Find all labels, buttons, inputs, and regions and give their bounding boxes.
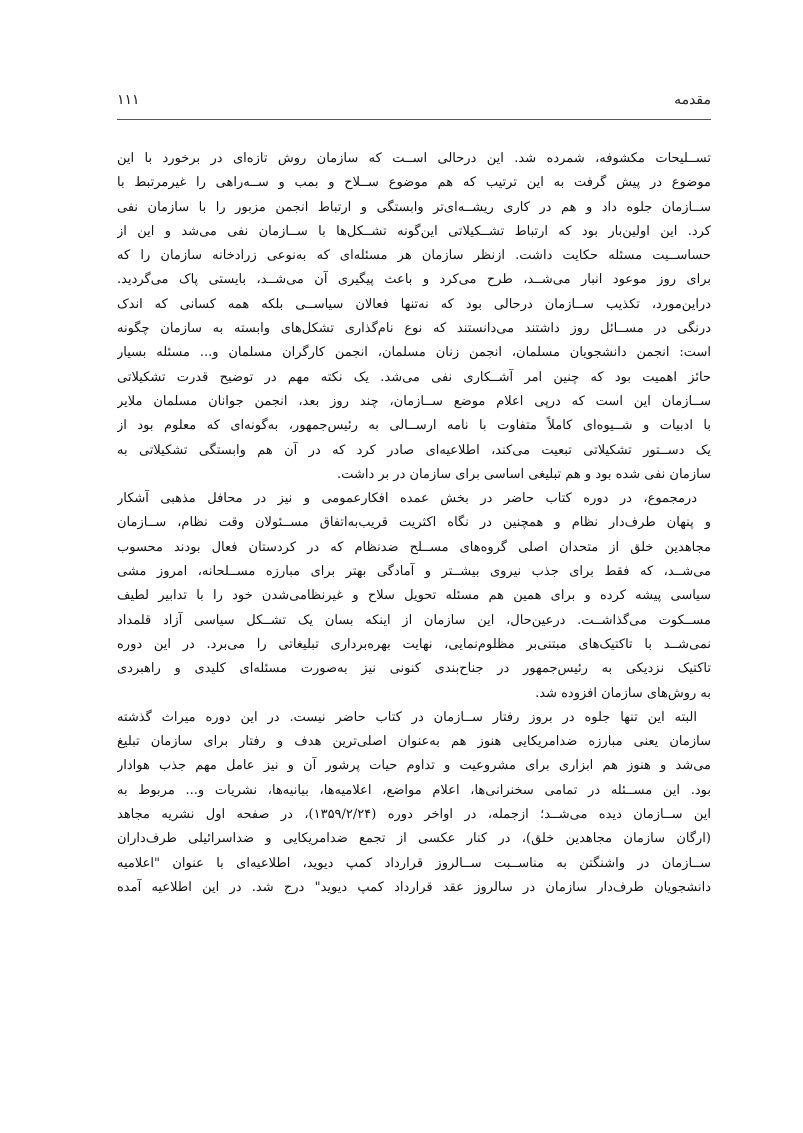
text-line: دانشجویان طرف‌دار سازمان در سالروز عقد قرارداد کمپ دیوید" درج شد. در این اطلاعیه آمده: [117, 879, 711, 895]
text-line: نمی‌شــد با تاکتیک‌های مبتنی‌بر مظلوم‌نمایی، نهایت بهره‌برداری تبلیغاتی را می‌برد. در این دوره: [117, 636, 711, 652]
text-line: به روش‌های سازمان افزوده شد.: [535, 685, 711, 701]
body-text: [117, 147, 711, 900]
text-line: بود. این مســئله در تمامی سخنرانی‌ها، اعلام مواضع، اعلامیه‌ها، بیانیه‌ها، نشریات و... مربوط به: [117, 782, 711, 798]
text-line: می‌شــد، که فقط برای جذب نیروی بیشــتر و آمادگی بهتر برای مبارزه مســلحانه، امروز مشی: [117, 564, 711, 580]
text-line: تاکتیک نزدیکی به رئیس‌جمهور در جناح‌بندی کنونی نیز به‌صورت مسئله‌ای کلیدی و راهبردی: [117, 661, 711, 677]
text-line: سازمان یعنی مبارزه ضدامریکایی هنوز هم به‌عنوان اصلی‌ترین هدف و رفتار برای سازمان تبلیغ: [117, 734, 711, 750]
text-line: مســکوت می‌گذاشــت. درعین‌حال، این سازمان از اینکه بسان یک تشــکل سیاسی آزاد قلمداد: [117, 612, 711, 628]
text-line: ســازمان این است که درپی اعلام موضع ســازمان، چند روز بعد، انجمن جوانان مسلمان ملایر: [117, 393, 711, 409]
text-line: تســلیحات مکشوفه، شمرده شد. این درحالی اســت که سازمان روش تازه‌ای در برخورد با این: [117, 151, 711, 166]
text-line: کرد. این اولین‌بار بود که ارتباط تشــکیلاتی این‌گونه تشــکل‌ها با ســازمان نفی می‌شد و این از: [117, 223, 711, 239]
text-line: سازمان نفی شده بود و هم تبلیغی اساسی برای سازمان در بر داشت.: [337, 466, 711, 482]
text-line: درنگی در مســائل روز داشتند می‌دانستند که نوع نام‌گذاری تشکل‌های وابسته به سازمان چگونه: [117, 321, 711, 337]
text-line: مجاهدین خلق از متحدان اصلی گروه‌های مســلح ضدنظام که در کردستان فعال بودند محسوب: [117, 539, 711, 555]
text-line: با ادبیات و شــیوه‌ای کاملاً متفاوت با نامه ارســالی به رئیس‌جمهور، به‌گونه‌ای که معلوم بود از: [117, 418, 711, 434]
text-line: می‌شد و هنوز هم ابزاری برای مشروعیت و تداوم حیات پرشور آن و نیز عامل مهم جذب هوادار: [117, 758, 711, 774]
text-line: است: انجمن دانشجویان مسلمان، انجمن زنان مسلمان، انجمن کارگران مسلمان و... مسئله بسیار: [117, 345, 711, 361]
text-line: و پنهان طرف‌دار نظام و همچنین در نگاه اکثریت قریب‌به‌اتفاق مســئولان وقت نظام، ســازمان: [117, 515, 711, 531]
text-line: حساســیت مسئله حکایت داشت. ازنظر سازمان هر مسئله‌ای که به‌نوعی زرادخانه سازمان را که: [117, 248, 711, 264]
page-number: ۱۱۱: [117, 92, 140, 108]
text-line: ســازمان در واشنگتن به مناســبت ســالروز قرارداد کمپ دیوید، اطلاعیه‌ای با عنوان "اعلامیه: [117, 855, 711, 871]
running-header: [117, 92, 711, 116]
text-line: (ارگان سازمان مجاهدین خلق)، در کنار عکسی از تجمع ضدامریکایی و ضداسرائیلی طرف‌داران: [117, 831, 711, 847]
text-line: حائز اهمیت بود که چنین امر آشــکاری نفی می‌شد. یک نکته مهم در توضیح قدرت تشکیلاتی: [117, 369, 711, 385]
header-divider: [117, 119, 711, 120]
text-line: موضوع در پیش گرفت به این ترتیب که هم موضوع ســلاح و بمب و ســه‌راهی را غیرمرتبط با: [117, 175, 711, 191]
chapter-title: مقدمه: [674, 92, 711, 108]
text-line: برای روز موعود انبار می‌شــد، طرح می‌کرد و باعث پیگیری آن می‌شــد، بایستی پاک می‌گردید.: [117, 272, 711, 288]
text-line: سیاسی پیشه کرده و برای همین هم مسئله تحویل سلاح و غیرنظامی‌شدن خود را با تدابیر لطیف: [117, 588, 711, 604]
text-line: درمجموع، در دوره کتاب حاضر در بخش عمده افکارعمومی و نیز در محافل مذهبی آشکار: [117, 491, 697, 507]
text-line: دراین‌مورد، تکذیب ســازمان درحالی بود که نه‌تنها فعالان سیاســی بلکه همه کسانی که اندک: [117, 296, 711, 312]
text-line: یک دســتور تشکیلاتی تبعیت می‌کند، اطلاعیه‌ای صادر کرد که در آن هم وابستگی تشکیلاتی به: [117, 442, 711, 458]
text-line: البته این تنها جلوه در بروز رفتار ســازمان در کتاب حاضر نیست. در این دوره میراث گذشته: [117, 709, 697, 725]
text-line: این ســازمان دیده می‌شــد؛ ازجمله، در اواخر دوره (۱۳۵۹/۲/۲۴)، در صفحه اول نشریه مجاهد: [117, 807, 711, 823]
text-line: ســازمان جلوه داد و هم در کاری ریشــه‌ای‌تر وابستگی و ارتباط انجمن مزبور را با سازمان نفی: [117, 199, 711, 215]
